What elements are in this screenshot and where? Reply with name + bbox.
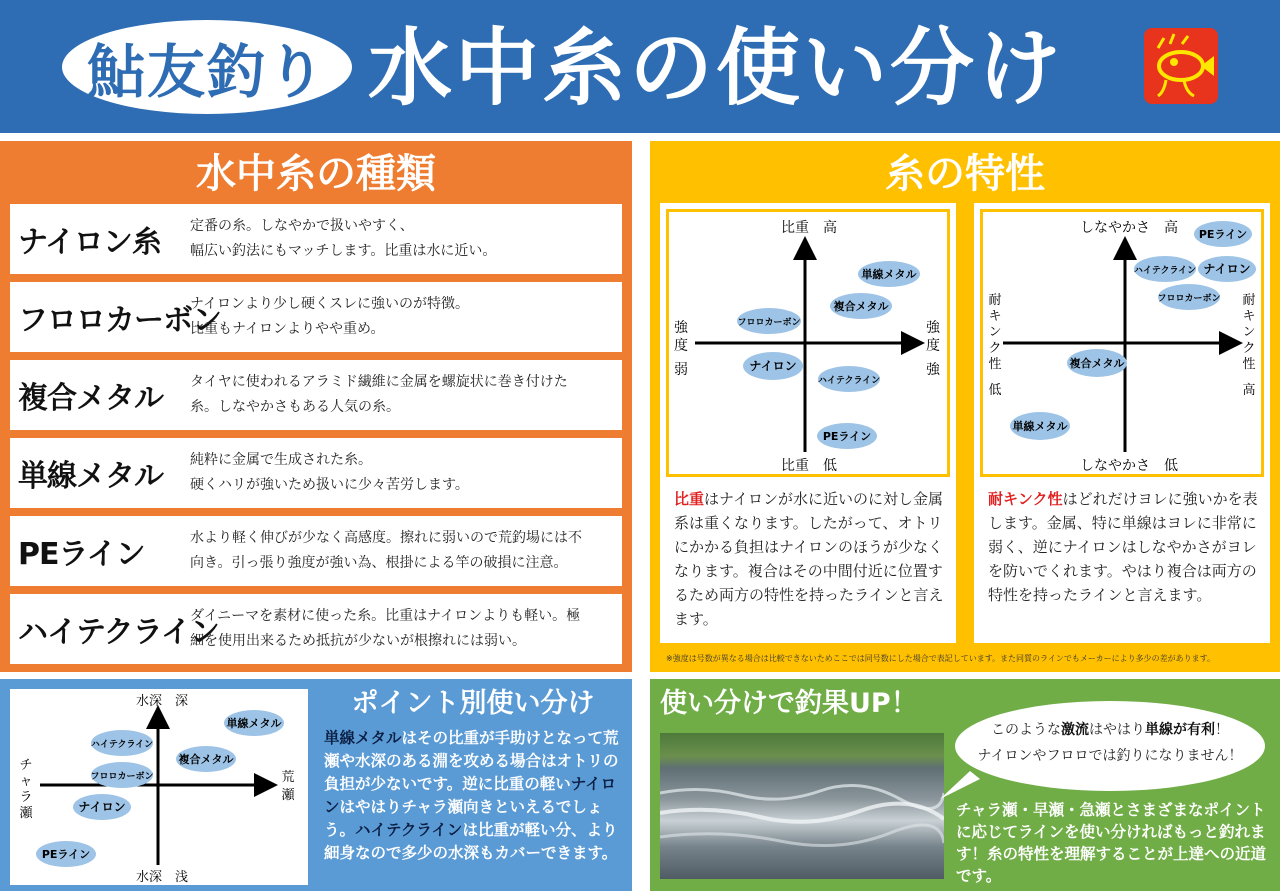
explanation-text: はナイロンが水に近いのに対し金属系は重くなります。したがって、オトリにかかる負担はナイロンのほうが少なくなります。複合はその中間付近に位置するため両方の特性を持ったラインと言えます。 — [674, 490, 944, 628]
footnote: ※強度は号数が異なる場合は比較できないためここでは同号数にした場合で表記しています。また同質のラインでもメーカーにより多少の差があります。 — [666, 654, 1216, 663]
type-name: 単線メタル — [18, 459, 163, 494]
gravity-strength-box — [660, 203, 956, 643]
axis-label-right: 高 — [1242, 383, 1256, 398]
type-desc-line: 比重もナイロンよりやや重め。 — [190, 321, 385, 337]
bubble-line: ナイロンやフロロでは釣りになりません！ — [977, 748, 1243, 764]
type-desc — [190, 604, 615, 654]
bubble-line: このような激流はやはり単線が有利！ — [991, 722, 1229, 738]
bubble-composite-metal — [176, 746, 236, 772]
axis-label-left: 低 — [988, 383, 1002, 398]
bubble-nylon — [1198, 256, 1256, 282]
type-desc-line: 硬くハリが強いため扱いに少々苦労します。 — [190, 477, 469, 493]
page-title: 水中糸の使い分け — [368, 19, 1065, 117]
highlight-term: 耐キンク性 — [988, 490, 1063, 508]
points-body — [324, 727, 626, 865]
fish-mascot-icon — [1144, 28, 1218, 104]
title-pill — [62, 20, 352, 114]
type-row-single-metal — [10, 438, 622, 508]
axis-label-bottom: 水深 浅 — [135, 870, 189, 885]
axis-label-left: チ — [19, 758, 33, 773]
type-desc-line: 定番の糸。しなやかで扱いやすく、 — [190, 218, 414, 234]
bubble-single-metal — [224, 710, 284, 736]
flex-kink-chart — [980, 209, 1264, 477]
type-desc-line: 細を使用出来るため抵抗が少ないが根擦れには弱い。 — [190, 633, 526, 649]
axis-label-top: 比重 高 — [781, 220, 837, 236]
type-desc — [190, 292, 615, 342]
svg-text:ハイテクライン: ハイテクライン — [90, 740, 154, 750]
axis-label-bottom: しなやかさ 低 — [1080, 458, 1178, 474]
svg-text:フロロカーボン: フロロカーボン — [737, 318, 801, 328]
highlight-term: 比重 — [674, 490, 705, 508]
type-desc-line: ダイニーマを素材に使った糸。比重はナイロンよりも軽い。極 — [190, 608, 581, 624]
catch-heading: 使い分けで釣果UP！ — [660, 688, 918, 719]
type-desc — [190, 370, 615, 420]
traits-heading: 糸の特性 — [885, 151, 1045, 197]
axis-label-left: ン — [988, 325, 1002, 340]
bubble-nylon — [743, 352, 803, 380]
axis-label-right: 性 — [1242, 357, 1256, 372]
line-traits-panel — [650, 141, 1280, 672]
svg-text:ナイロン: ナイロン — [749, 359, 797, 373]
catch-body: チャラ瀬・早瀬・急瀬とさまざまなポイントに応じてラインを使い分ければもっと釣れます！糸の特性を理解することが上達への近道です。 — [956, 801, 1267, 885]
axis-label-top: しなやかさ 高 — [1080, 220, 1178, 236]
axis-label-bottom: 比重 低 — [781, 458, 837, 474]
type-row-composite-metal — [10, 360, 622, 430]
axis-label-left: 瀬 — [19, 806, 33, 821]
svg-text:複合メタル: 複合メタル — [1069, 357, 1125, 370]
bubble-single-metal — [858, 261, 920, 287]
type-desc-line: 幅広い釣法にもマッチします。比重は水に近い。 — [190, 243, 497, 259]
type-desc-line: 糸。しなやかさもある人気の糸。 — [190, 399, 400, 415]
type-desc-line: タイヤに使われるアラミド繊維に金属を螺旋状に巻き付けた — [190, 374, 568, 390]
bubble-fluorocarbon — [737, 308, 801, 334]
svg-text:複合メタル: 複合メタル — [178, 753, 234, 766]
axis-label-left: 弱 — [674, 362, 688, 378]
axis-label-left: 耐 — [988, 293, 1002, 308]
type-name: 複合メタル — [18, 381, 163, 416]
axis-label-right: 瀬 — [281, 788, 295, 803]
type-desc-line: 水より軽く伸びが少なく高感度。擦れに弱いので荒釣場には不 — [190, 530, 582, 546]
svg-text:PEライン: PEライン — [41, 848, 91, 861]
kink-explanation — [988, 487, 1260, 607]
svg-text:ハイテクライン: ハイテクライン — [817, 376, 881, 386]
type-row-hitech-line — [10, 594, 622, 664]
points-heading: ポイント別使い分け — [351, 688, 595, 719]
type-desc — [190, 214, 615, 264]
svg-text:フロロカーボン: フロロカーボン — [1157, 294, 1221, 304]
svg-text:PEライン: PEライン — [822, 430, 872, 443]
axis-label-left: 性 — [988, 357, 1002, 372]
type-row-pe-line — [10, 516, 622, 586]
point-usage-panel — [0, 679, 632, 891]
svg-text:ナイロン: ナイロン — [1203, 262, 1251, 276]
pill-text: 鮎友釣り — [86, 38, 327, 106]
type-desc-line: 向き。引っ張り強度が強い為、根掛による竿の破損に注意。 — [190, 555, 568, 571]
highlight-term: 単線メタル — [324, 729, 402, 747]
svg-text:単線メタル: 単線メタル — [226, 717, 282, 730]
bubble-composite-metal — [830, 293, 892, 319]
bubble-hitech — [818, 366, 880, 392]
axis-label-top: 水深 深 — [135, 694, 189, 709]
type-name: ハイテクライン — [18, 615, 219, 650]
types-heading: 水中糸の種類 — [196, 151, 436, 197]
svg-text:ハイテクライン: ハイテクライン — [1133, 266, 1197, 276]
depth-current-chart — [10, 689, 308, 885]
river-photo — [660, 733, 944, 879]
type-desc-line: ナイロンより少し硬くスレに強いのが特徴。 — [190, 296, 470, 312]
bubble-single-metal — [1010, 412, 1070, 440]
type-name: フロロカーボン — [18, 303, 221, 338]
bubble-nylon — [73, 794, 131, 820]
type-row-fluorocarbon — [10, 282, 622, 352]
type-name: PEライン — [18, 537, 145, 572]
highlight-term: ハイテクライン — [355, 821, 463, 839]
axis-label-right: ン — [1242, 325, 1256, 340]
speech-bubble-tail — [940, 771, 980, 801]
gravity-strength-chart — [666, 209, 950, 477]
bubble-hitech — [91, 730, 153, 756]
axis-label-left: ャ — [19, 774, 33, 789]
explanation-text: はどれだけヨレに強いかを表します。金属、特に単線はヨレに非常に弱く、逆にナイロンはしなやかさがヨレを防いでくれます。やはり複合は両方の特性を持ったラインと言えます。 — [988, 490, 1258, 604]
type-desc-line: 純粋に金属で生成された糸。 — [190, 452, 372, 468]
svg-text:PEライン: PEライン — [1198, 228, 1248, 241]
line-types-panel — [0, 141, 632, 672]
speech-bubble-text — [955, 717, 1265, 769]
axis-label-left: ラ — [19, 790, 33, 805]
type-row-nylon — [10, 204, 622, 274]
svg-text:単線メタル: 単線メタル — [1012, 420, 1068, 433]
axis-label-right: 強 — [926, 362, 940, 378]
axis-label-right: 度 — [926, 338, 940, 354]
type-desc — [190, 526, 615, 576]
bubble-pe-line — [36, 841, 96, 867]
bubble-composite-metal — [1067, 349, 1127, 377]
axis-label-right: キ — [1242, 309, 1256, 324]
svg-text:フロロカーボン: フロロカーボン — [90, 772, 154, 782]
axis-label-left: 強 — [674, 320, 688, 336]
bubble-pe-line — [1194, 221, 1252, 247]
axis-label-right: ク — [1242, 341, 1256, 356]
axis-label-left: キ — [988, 309, 1002, 324]
catch-up-panel — [650, 679, 1280, 891]
header-banner — [0, 0, 1280, 133]
body-text: はやはりチャラ瀬向きといえるでしょう。 — [324, 798, 603, 839]
axis-label-left: 度 — [674, 338, 688, 354]
svg-text:ナイロン: ナイロン — [78, 800, 126, 814]
bubble-hitech — [1134, 256, 1196, 282]
svg-text:複合メタル: 複合メタル — [833, 300, 889, 313]
highlight-term: ナイロン — [324, 775, 617, 816]
body-text: は比重が軽い分、より細身なので多少の水深もカバーできます。 — [324, 821, 618, 862]
type-desc — [190, 448, 615, 498]
bubble-fluorocarbon — [1157, 284, 1220, 310]
body-text: はその比重が手助けとなって荒瀬や水深のある淵を攻める場合はオトリの負担が少ないです。逆に比重の軽い — [324, 729, 619, 793]
bubble-pe-line — [817, 423, 877, 449]
axis-label-left: ク — [988, 341, 1002, 356]
svg-text:単線メタル: 単線メタル — [861, 268, 917, 281]
axis-label-right: 耐 — [1242, 293, 1256, 308]
gravity-explanation — [674, 487, 946, 631]
axis-label-right: 強 — [926, 320, 940, 336]
bubble-fluorocarbon — [90, 762, 153, 788]
type-name: ナイロン糸 — [18, 225, 161, 260]
flex-kink-box — [974, 203, 1270, 643]
axis-label-right: 荒 — [281, 770, 295, 785]
